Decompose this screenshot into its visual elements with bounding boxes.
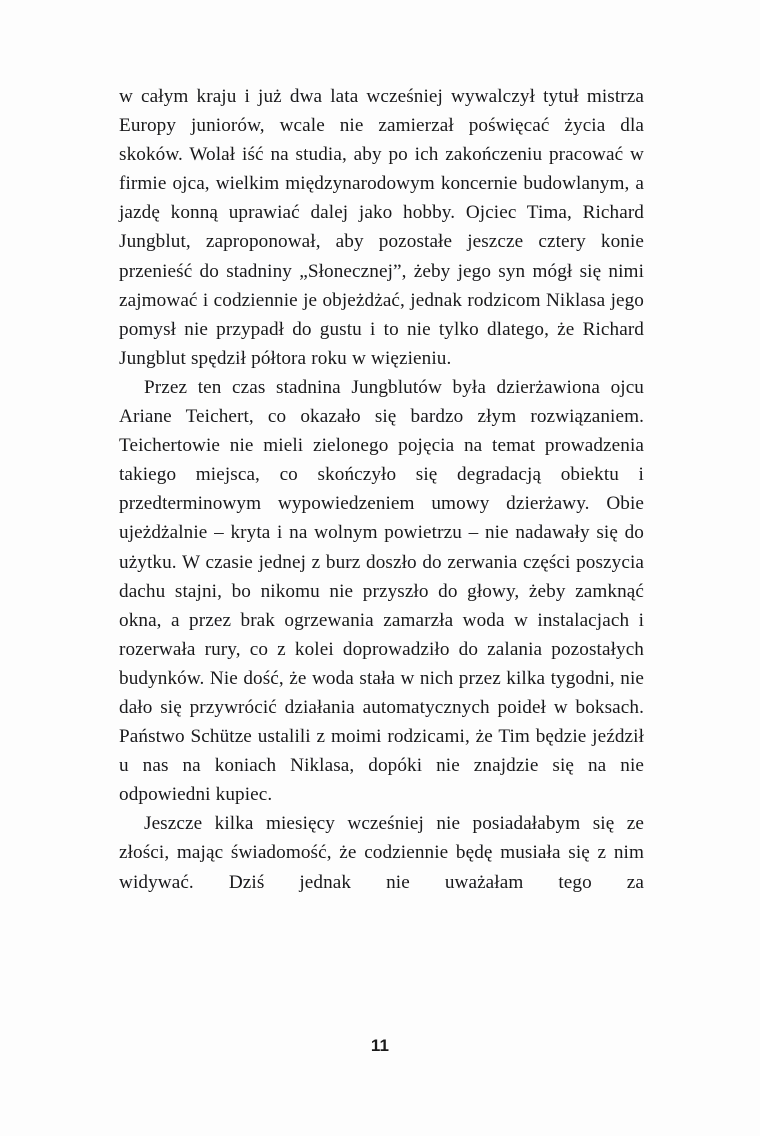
paragraph-3: Jeszcze kilka miesięcy wcześniej nie posiadałabym się ze złości, mając świadomość, że codziennie będę musiała się z nim widywać. Dziś jednak nie uważałam tego za [119,813,644,893]
paragraph-2: Przez ten czas stadnina Jungblutów była dzierżawiona ojcu Ariane Teichert, co okazało się bardzo złym rozwiązaniem. Teichertowie nie mieli zielonego pojęcia na temat prowadzenia takiego miejsca, co skończyło się degradacją obiektu i przedterminowym wypowiedzeniem umowy dzierżawy. Obie ujeżdżalnie – kryta i na wolnym powietrzu – nie nadawały się do użytku. W czasie jednej z burz doszło do zerwania części poszycia dachu stajni, bo nikomu nie przyszło do głowy, żeby zamknąć okna, a przez brak ogrzewania zamarzła woda w instalacjach i rozerwała rury, co z kolei doprowadziło do zalania pozostałych budynków. Nie dość, że woda stała w nich przez kilka tygodni, nie dało się przywrócić działania automatycznych poideł w boksach. Państwo Schütze ustalili z moimi rodzicami, że Tim będzie jeździł u nas na koniach Niklasa, dopóki nie znajdzie się na nie odpowiedni kupiec. [119,376,644,806]
page-number: 11 [370,1036,390,1055]
body-text-block [119,82,644,926]
paragraph-1: w całym kraju i już dwa lata wcześniej wywalczył tytuł mistrza Europy juniorów, wcale nie zamierzał poświęcać życia dla skoków. Wolał iść na studia, aby po ich zakończeniu pracować w firmie ojca, wielkim międzynarodowym koncernie budowlanym, a jazdę konną uprawiać dalej jako hobby. Ojciec Tima, Richard Jungblut, zaproponował, aby pozostałe jeszcze cztery konie przenieść do stadniny „Słonecznej”, żeby jego syn mógł się nimi zajmować i codziennie je objeżdżać, jednak rodzicom Niklasa jego pomysł nie przypadł do gustu i to nie tylko dlatego, że Richard Jungblut spędził półtora roku w więzieniu. [119,86,644,369]
